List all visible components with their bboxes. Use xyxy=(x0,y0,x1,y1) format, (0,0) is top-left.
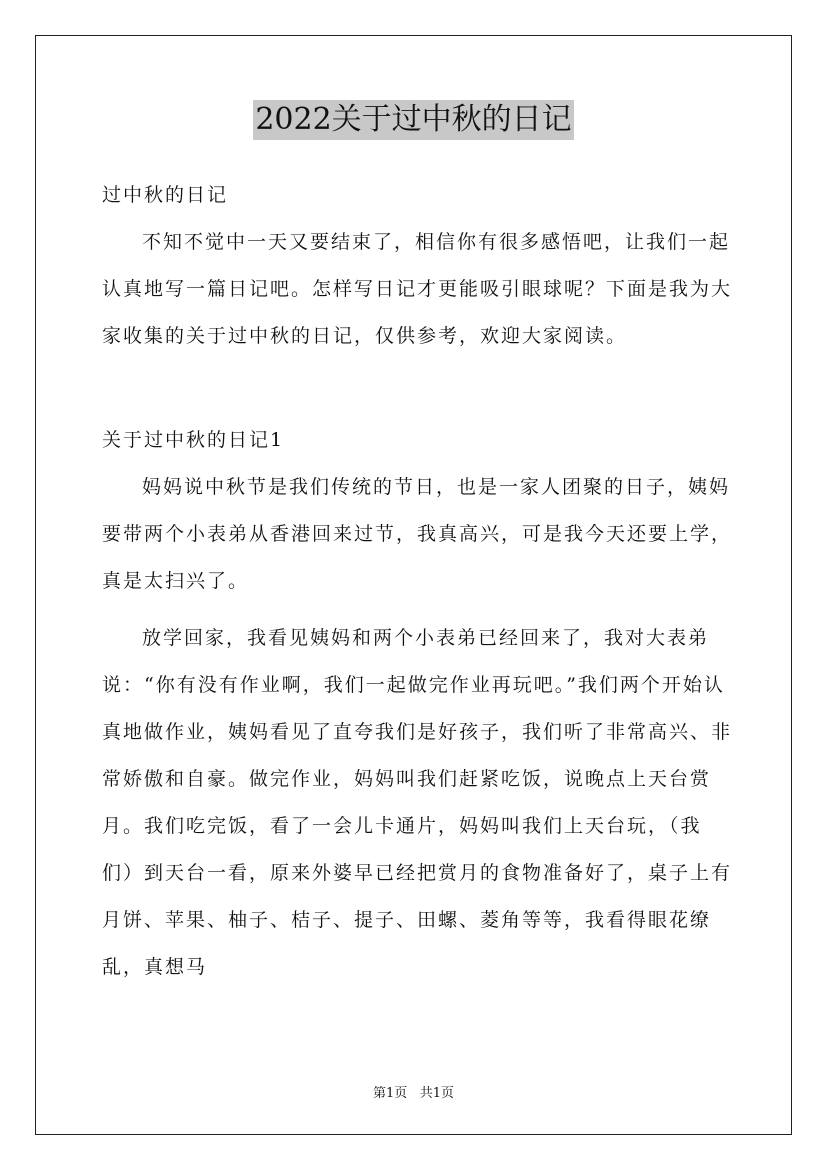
footer-separator xyxy=(407,1086,419,1101)
page-total: 共1页 xyxy=(419,1086,454,1101)
page-footer xyxy=(0,1082,827,1101)
intro-paragraph: 不知不觉中一天又要结束了，相信你有很多感悟吧，让我们一起认真地写一篇日记吧。怎样写日记才更能吸引眼球呢？下面是我为大家收集的关于过中秋的日记，仅供参考，欢迎大家阅读。 xyxy=(102,231,733,347)
paragraph-gap xyxy=(102,605,732,615)
title-container xyxy=(0,100,827,140)
intro-heading: 过中秋的日记 xyxy=(102,184,229,206)
document-title: 2022关于过中秋的日记 xyxy=(253,100,573,140)
body-paragraph-1: 妈妈说中秋节是我们传统的节日，也是一家人团聚的日子，姨妈要带两个小表弟从香港回来过节，我真高兴，可是我今天还要上学，真是太扫兴了。 xyxy=(102,476,733,592)
document-body xyxy=(102,172,732,991)
section-spacer xyxy=(102,360,732,417)
page-number: 第1页 xyxy=(373,1086,408,1101)
section-heading: 关于过中秋的日记1 xyxy=(102,429,285,451)
body-paragraph-2: 放学回家，我看见姨妈和两个小表弟已经回来了，我对大表弟说：“你有没有作业啊，我们一起做完作业再玩吧。”我们两个开始认真地做作业，姨妈看见了直夸我们是好孩子，我们听了非常高兴、非常娇傲和自豪。做完作业，妈妈叫我们赶紧吃饭，说晚点上天台赏月。我们吃完饭，看了一会儿卡通片，妈妈叫我们上天台玩，（我们）到天台一看，原来外婆早已经把赏月的食物准备好了，桌子上有月饼、苹果、柚子、桔子、提子、田螺、菱角等等，我看得眼花缭乱，真想马 xyxy=(102,627,733,978)
